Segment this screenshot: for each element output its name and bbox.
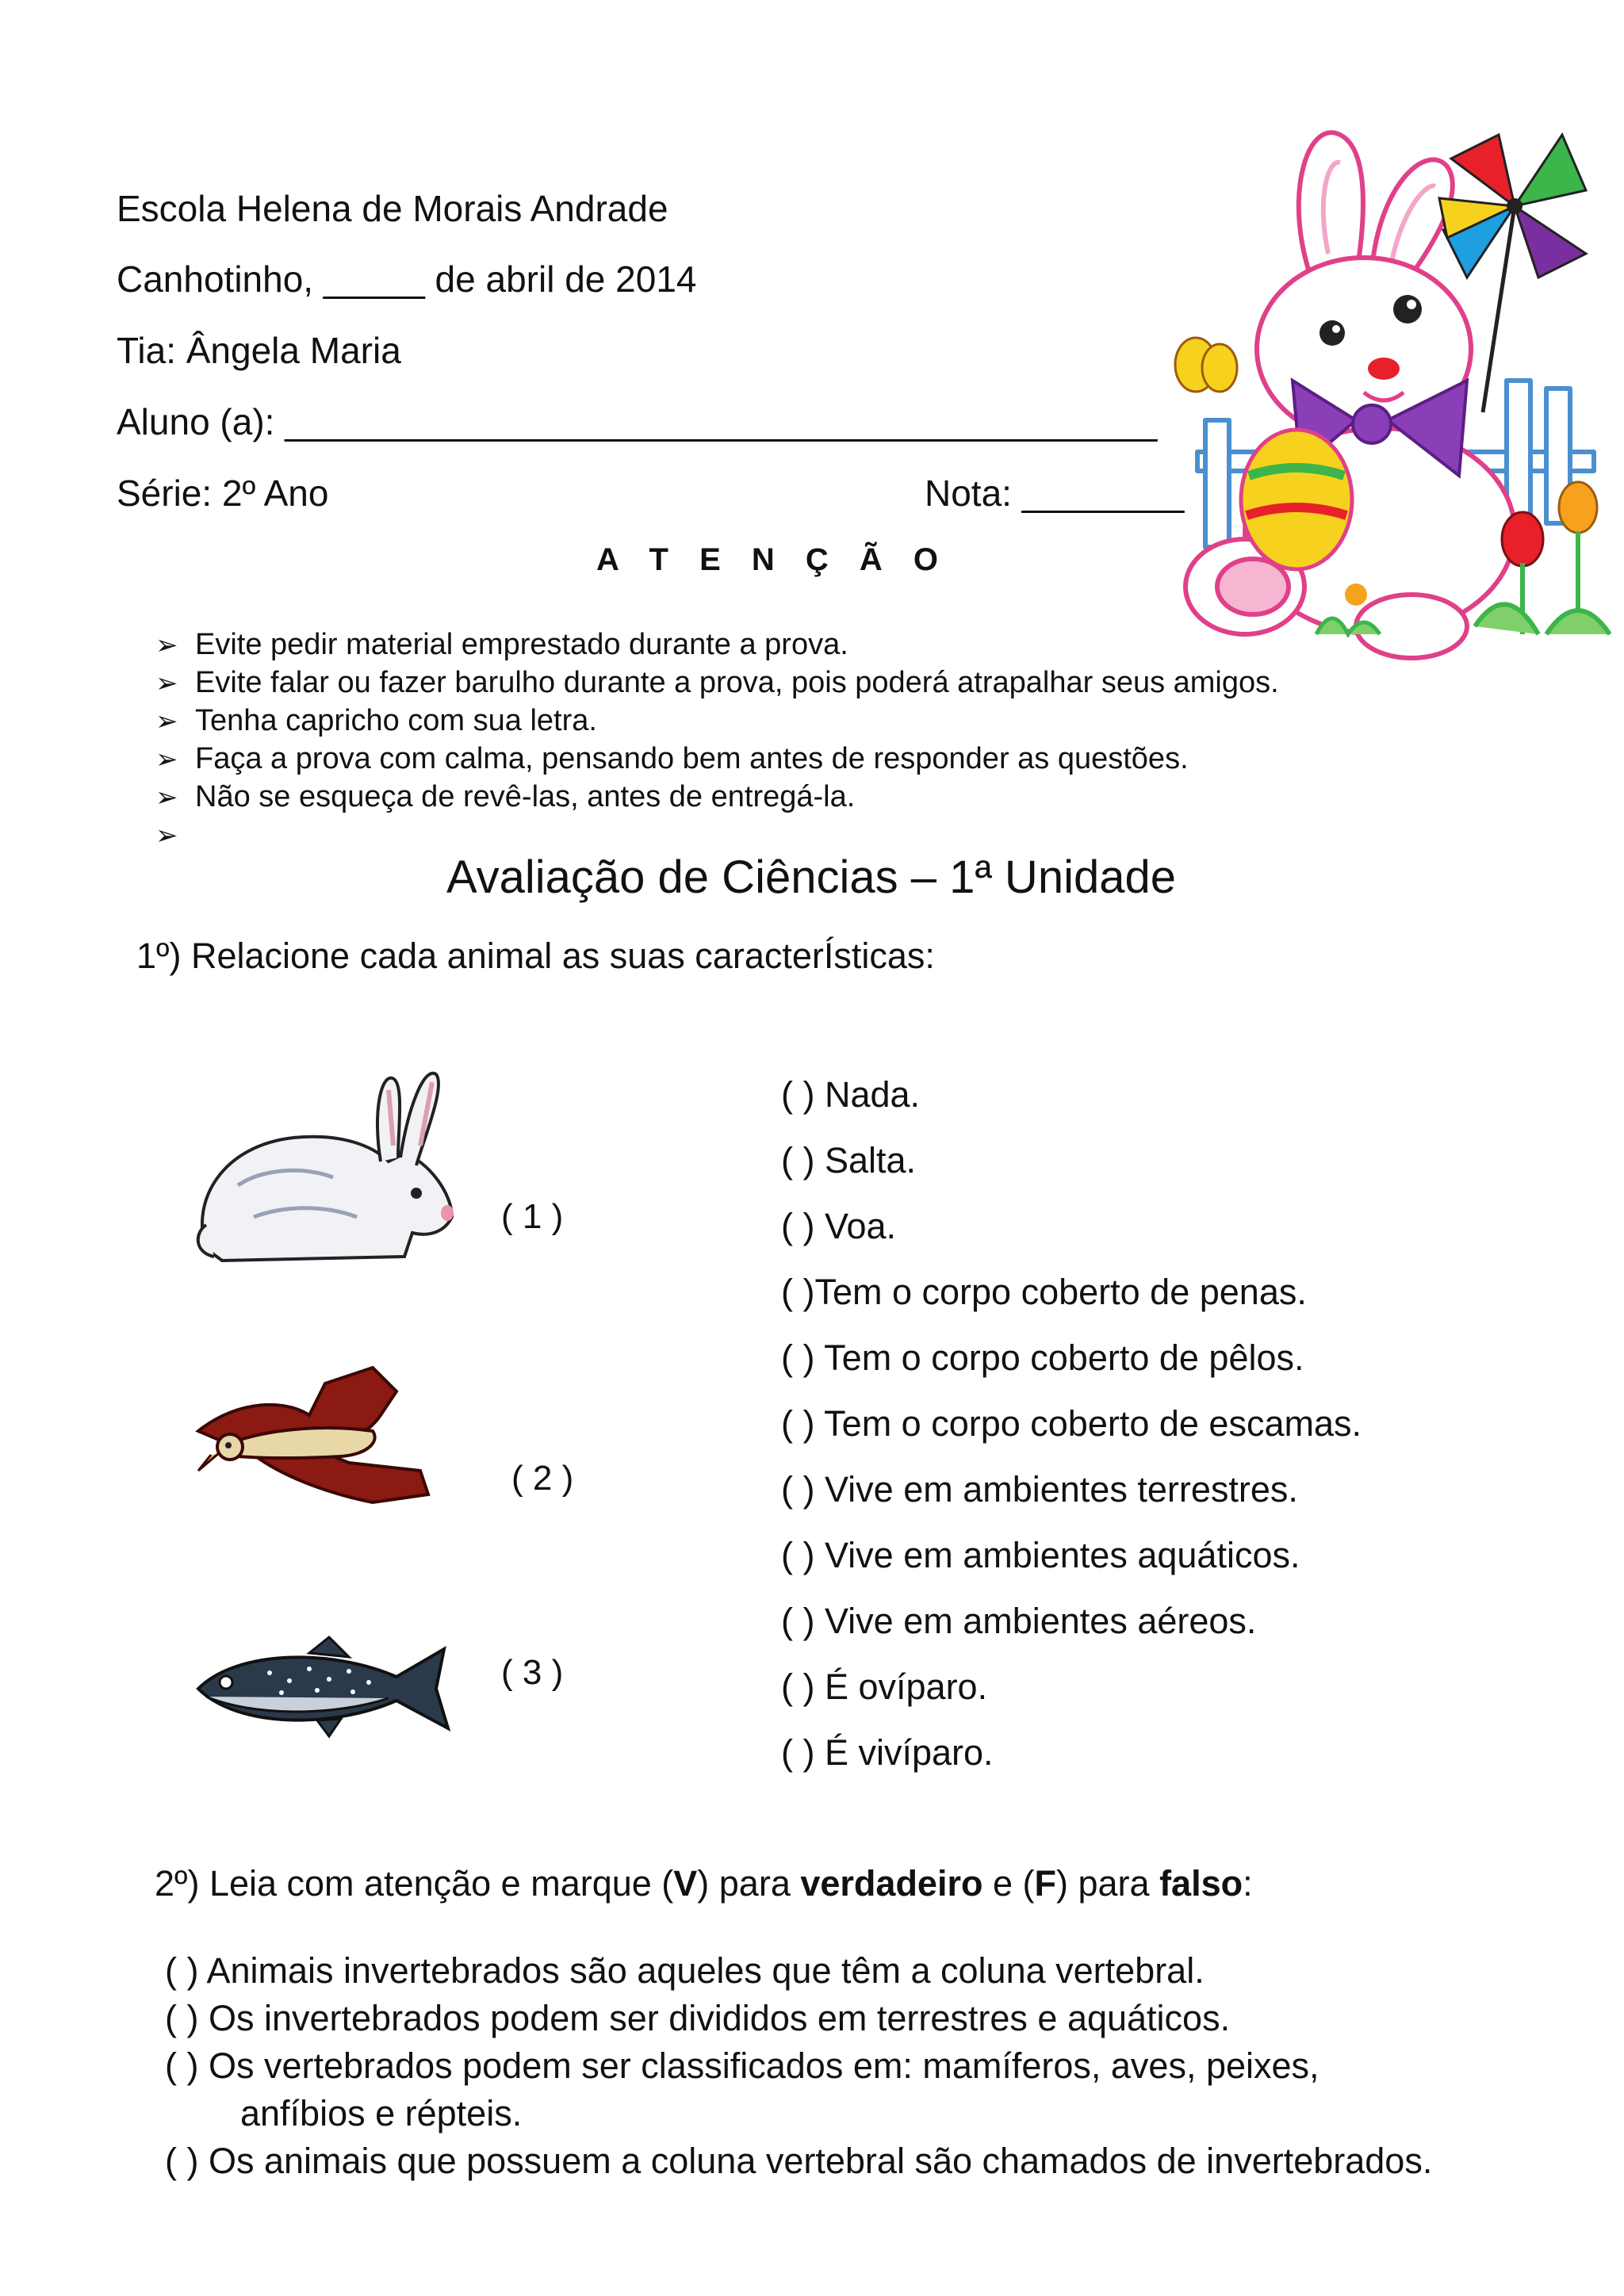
option-item[interactable]: ( ) Voa. (781, 1206, 897, 1246)
animal-label-3: ( 3 ) (501, 1653, 564, 1692)
exam-date: Canhotinho, _____ de abril de 2014 (117, 258, 697, 300)
student-name-line[interactable]: Aluno (a): ___________________________________________ (117, 401, 1158, 442)
rule-text: Não se esqueça de revê-las, antes de entregá-la. (195, 780, 856, 813)
option-item[interactable]: ( ) Vive em ambientes terrestres. (781, 1469, 1298, 1510)
statement-item[interactable]: ( ) Os vertebrados podem ser classificados em: mamíferos, aves, peixes, (165, 2045, 1320, 2086)
fish-icon (190, 1633, 460, 1744)
statement-item[interactable]: ( ) Animais invertebrados são aqueles que têm a coluna vertebral. (165, 1950, 1205, 1991)
arrow-bullet-icon: ➢ (155, 821, 178, 851)
grade-label: Série: 2º Ano (117, 473, 329, 514)
rabbit-icon (190, 1066, 460, 1272)
rule-item (155, 818, 195, 852)
option-item[interactable]: ( ) Vive em ambientes aéreos. (781, 1601, 1257, 1641)
arrow-bullet-icon: ➢ (155, 744, 178, 775)
option-item[interactable]: ( ) Vive em ambientes aquáticos. (781, 1535, 1300, 1575)
statement-item[interactable]: ( ) Os invertebrados podem ser divididos em terrestres e aquáticos. (165, 1998, 1231, 2038)
rule-item (155, 628, 848, 662)
statement-item[interactable]: ( ) Os animais que possuem a coluna vertebral são chamados de invertebrados. (165, 2141, 1433, 2181)
animal-label-2: ( 2 ) (511, 1459, 574, 1498)
option-item[interactable]: ( ) É ovíparo. (781, 1667, 988, 1707)
question-1-prompt: 1º) Relacione cada animal as suas caracterÍsticas: (136, 936, 935, 976)
rule-text: Tenha capricho com sua letra. (195, 704, 597, 737)
score-line[interactable]: Nota: ________ (925, 473, 1185, 514)
easter-bunny-icon (1174, 119, 1618, 666)
arrow-bullet-icon: ➢ (155, 630, 178, 660)
teacher-name: Tia: Ângela Maria (117, 330, 401, 371)
question-2-prompt: 2º) Leia com atenção e marque (V) para verdadeiro e (F) para falso: (155, 1863, 1253, 1904)
option-item[interactable]: ( ) Salta. (781, 1140, 917, 1181)
statement-continuation: anfíbios e répteis. (240, 2093, 523, 2133)
rule-text: Evite pedir material emprestado durante a prova. (195, 628, 848, 661)
arrow-bullet-icon: ➢ (155, 668, 178, 698)
option-item[interactable]: ( ) Tem o corpo coberto de escamas. (781, 1403, 1362, 1444)
rule-item (155, 666, 1279, 700)
attention-title: A T E N Ç Ã O (596, 542, 949, 577)
bird-icon (190, 1368, 444, 1510)
rule-item (155, 780, 855, 814)
arrow-bullet-icon: ➢ (155, 706, 178, 737)
rule-text: Evite falar ou fazer barulho durante a prova, pois poderá atrapalhar seus amigos. (195, 666, 1279, 699)
option-item[interactable]: ( ) Tem o corpo coberto de pêlos. (781, 1337, 1304, 1378)
rule-item (155, 704, 597, 738)
rule-item (155, 742, 1189, 776)
animal-label-1: ( 1 ) (501, 1197, 564, 1236)
exam-title: Avaliação de Ciências – 1ª Unidade (446, 851, 1176, 903)
school-name: Escola Helena de Morais Andrade (117, 188, 668, 229)
rule-text: Faça a prova com calma, pensando bem antes de responder as questões. (195, 742, 1189, 775)
option-item[interactable]: ( ) É vivíparo. (781, 1732, 994, 1773)
option-item[interactable]: ( ) Nada. (781, 1074, 921, 1115)
option-item[interactable]: ( )Tem o corpo coberto de penas. (781, 1272, 1307, 1312)
arrow-bullet-icon: ➢ (155, 783, 178, 813)
